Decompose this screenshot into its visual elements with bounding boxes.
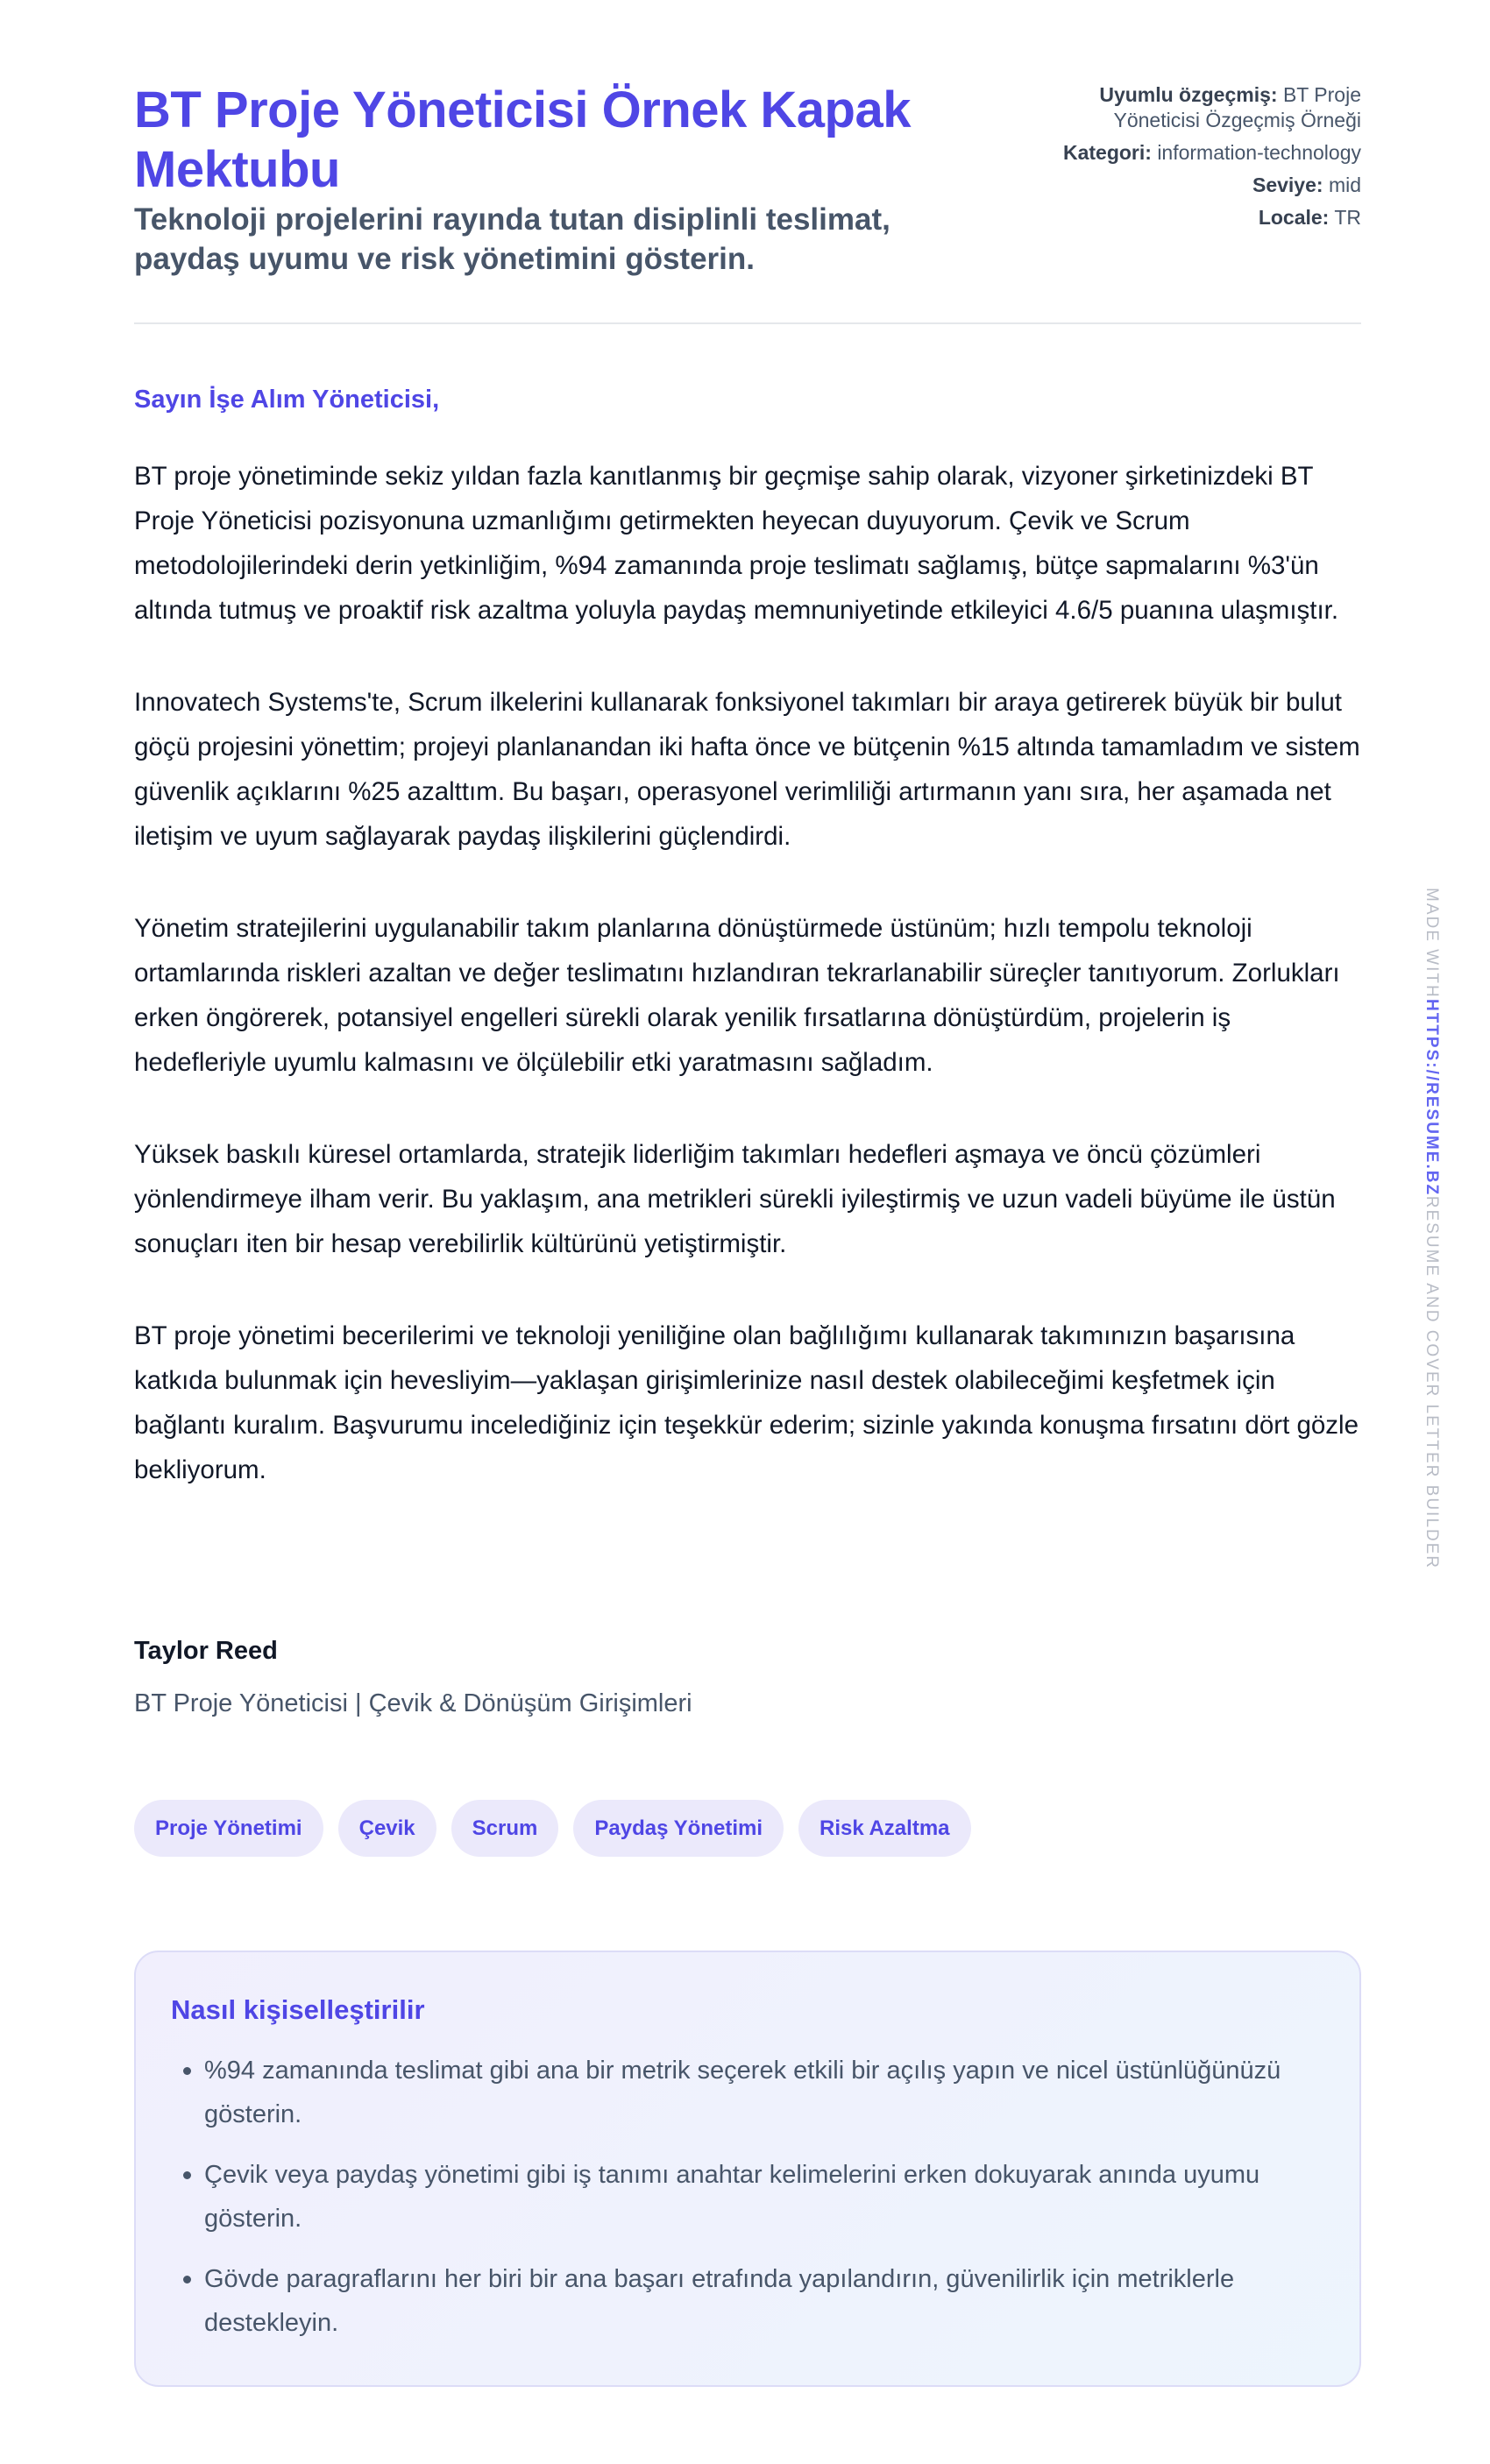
tag-chip: Çevik — [338, 1800, 436, 1857]
letter-paragraph: Innovatech Systems'te, Scrum ilkelerini kullanarak fonksiyonel takımları bir araya getirerek büyük bir bulut göçü projesini yönettim; projeyi planlanandan iki hafta önce ve bütçenin %15 altında tamamladım ve sistem güvenlik açıklarını %25 azalttım. Bu başarı, operasyonel verimliliği artırmanın yanı sıra, her aşamada net iletişim ve uyum sağlayarak paydaş ilişkilerini güçlendirdi. — [134, 688, 1360, 851]
letter-paragraph: BT proje yönetiminde sekiz yıldan fazla kanıtlanmış bir geçmişe sahip olarak, vizyoner şirketinizdeki BT Proje Yöneticisi pozisyonuna uzmanlığımı getirmekten heyecan duyuyorum. Çevik ve Scrum metodolojilerindeki derin yetkinliğim, %94 zamanında proje teslimatı sağlamış, bütçe sapmalarını %3'ün altında tutmuş ve proaktif risk azaltma yoluyla paydaş memnuniyetinde etkileyici 4.6/5 puanına ulaşmıştır. — [134, 462, 1339, 625]
meta-compatible-resume: Uyumlu özgeçmiş: BT Proje Yöneticisi Özgeçmiş Örneği — [1099, 83, 1361, 131]
tag-chip: Scrum — [451, 1800, 559, 1857]
meta-locale: Locale: TR — [1258, 206, 1361, 229]
tag-chip: Proje Yönetimi — [134, 1800, 323, 1857]
tips-list — [171, 2049, 1324, 2345]
letter-body — [134, 454, 1361, 1540]
tag-chip: Risk Azaltma — [798, 1800, 971, 1857]
letter-paragraph: Yüksek baskılı küresel ortamlarda, stratejik liderliğim takımları hedefleri aşmaya ve öncü çözümleri yönlendirmeye ilham verir. Bu yaklaşım, ana metrikleri sürekli iyileştirmiş ve uzun vadeli büyüme ile üstün sonuçları iten bir hesap verebilirlik kültürünü yetiştirmiştir. — [134, 1140, 1336, 1258]
tips-heading: Nasıl kişiselleştirilir — [171, 1994, 425, 2025]
meta-category: Kategori: information-technology — [1062, 141, 1361, 164]
signature-name: Taylor Reed — [134, 1637, 278, 1665]
tip-item: Çevik veya paydaş yönetimi gibi iş tanımı anahtar kelimelerini erken dokuyarak anında uyumu gösterin. — [171, 2153, 1324, 2241]
made-with-watermark: MADE WITHHTTPS://RESUME.BZRESUME AND COVER LETTER BUILDER — [1423, 888, 1441, 1570]
meta-level: Seviye: mid — [1252, 173, 1361, 196]
tip-item: Gövde paragraflarını her biri bir ana başarı etrafında yapılandırın, güvenilirlik için metriklerle destekleyin. — [171, 2257, 1324, 2345]
skill-tags — [134, 1800, 971, 1857]
resume-bz-link[interactable]: HTTPS://RESUME.BZ — [1423, 998, 1441, 1196]
letter-paragraph: Yönetim stratejilerini uygulanabilir takım planlarına dönüştürmede üstünüm; hızlı tempolu teknoloji ortamlarında riskleri azaltan ve değer teslimatını hızlandıran tekrarlanabilir süreçler tanıtıyorum. Zorlukları erken öngörerek, potansiyel engelleri sürekli olarak yenilik fırsatlarına dönüştürdüm, projelerin iş hedefleriyle uyumlu kalmasını ve ölçülebilir etki yaratmasını sağladım. — [134, 914, 1340, 1077]
salutation: Sayın İşe Alım Yöneticisi, — [134, 386, 440, 414]
page-header — [134, 0, 1361, 324]
tag-chip: Paydaş Yönetimi — [573, 1800, 784, 1857]
tip-item: %94 zamanında teslimat gibi ana bir metrik seçerek etkili bir açılış yapın ve nicel üstünlüğünüzü gösterin. — [171, 2049, 1324, 2136]
page-title: BT Proje Yöneticisi Örnek Kapak Mektubu — [134, 81, 911, 198]
personalization-tips — [134, 1951, 1361, 2387]
letter-paragraph: BT proje yönetimi becerilerimi ve teknoloji yeniliğine olan bağlılığımı kullanarak takımınızın başarısına katkıda bulunmak için hevesliyim—yaklaşan girişimlerinize nasıl destek olabileceğimi keşfetmek için bağlantı kuralım. Başvurumu incelediğiniz için teşekkür ederim; sizinle yakında konuşma fırsatını dört gözle bekliyorum. — [134, 1321, 1359, 1484]
signature-title: BT Proje Yöneticisi | Çevik & Dönüşüm Girişimleri — [134, 1689, 692, 1717]
page-subtitle: Teknoloji projelerini rayında tutan disiplinli teslimat, paydaş uyumu ve risk yönetimini gösterin. — [134, 202, 890, 276]
meta-info — [1046, 82, 1361, 237]
cover-letter-page — [134, 0, 1361, 2337]
